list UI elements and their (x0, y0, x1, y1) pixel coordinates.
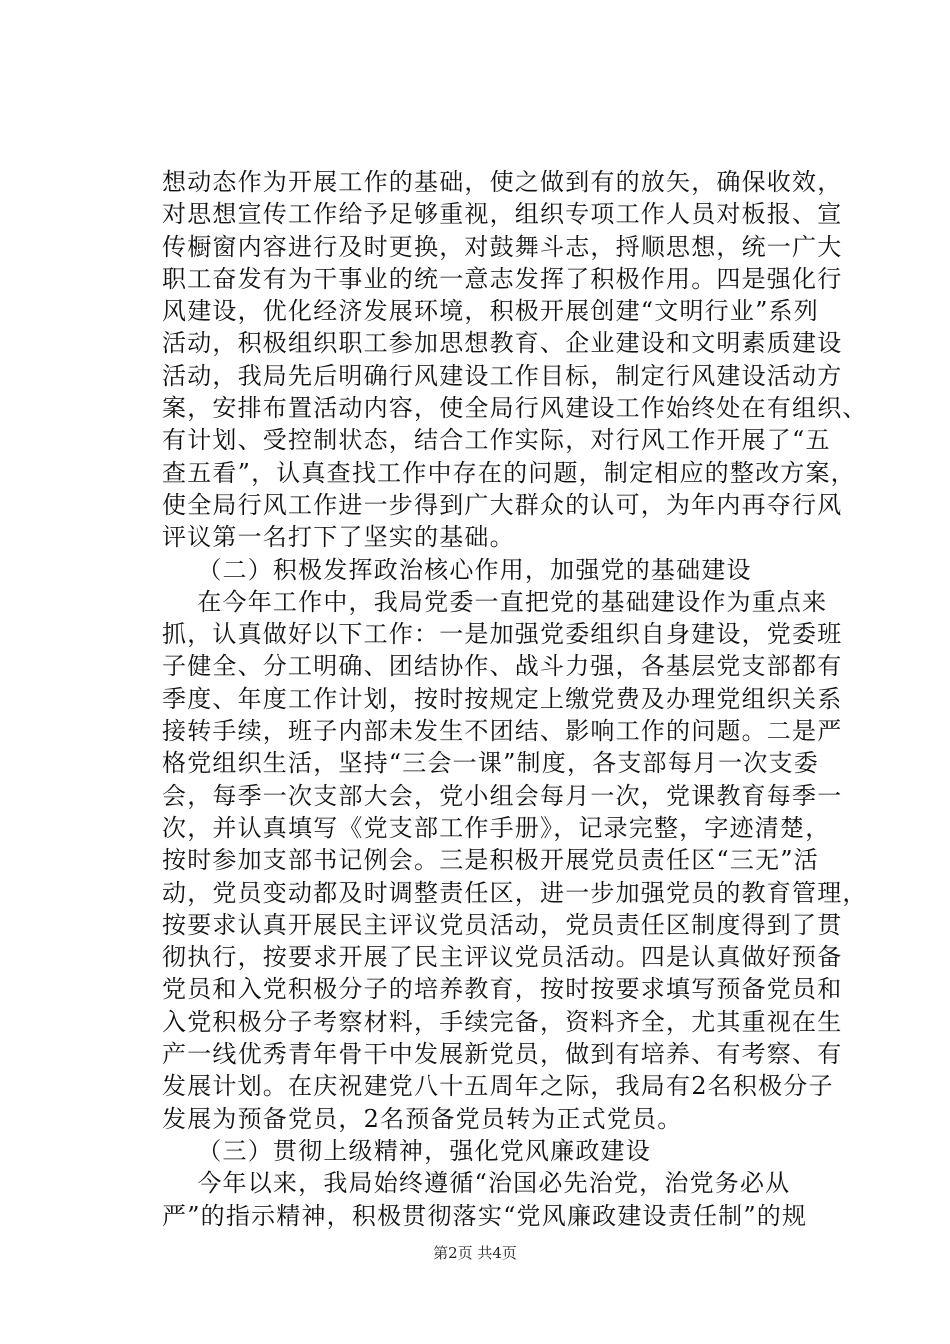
text-line: 发展为预备党员，2名预备党员转为正式党员。 (162, 1104, 683, 1133)
text-line: 职工奋发有为干事业的统一意志发挥了积极作用。四是强化行 (162, 264, 843, 293)
text-line: 对思想宣传工作给予足够重视，组织专项工作人员对板报、宣 (162, 200, 843, 229)
text-line: 活动，积极组织职工参加思想教育、企业建设和文明素质建设 (162, 329, 843, 358)
text-line: 评议第一名打下了坚实的基础。 (162, 523, 515, 552)
text-line: 查五看”，认真查找工作中存在的问题，制定相应的整改方案， (162, 458, 856, 487)
text-line: 次，并认真填写《党支部工作手册》，记录完整，字迹清楚， (162, 813, 831, 842)
text-line: 彻执行，按要求开展了民主评议党员活动。四是认真做好预备 (162, 943, 843, 972)
text-line: 想动态作为开展工作的基础，使之做到有的放矢，确保收效， (162, 168, 843, 196)
text-line: 传橱窗内容进行及时更换，对鼓舞斗志，捋顺思想，统一广大 (162, 232, 843, 261)
text-line: 使全局行风工作进一步得到广大群众的认可，为年内再夺行风 (162, 490, 843, 519)
page-footer: 第2页 共4页 (433, 1244, 517, 1262)
text-line: 动，党员变动都及时调整责任区，进一步加强党员的教育管理， (162, 878, 868, 907)
text-line: 严”的指示精神，积极贯彻落实“党风廉政建设责任制”的规 (162, 1201, 808, 1230)
text-line: 子健全、分工明确、团结协作、战斗力强，各基层党支部都有 (162, 652, 843, 681)
text-line: 发展计划。在庆祝建党八十五周年之际，我局有2名积极分子 (162, 1072, 834, 1101)
text-line: 入党积极分子考察材料，手续完备，资料齐全，尤其重视在生 (162, 1007, 843, 1036)
text-line: 风建设，优化经济发展环境，积极开展创建“文明行业”系列 (162, 297, 819, 326)
text-line: 活动，我局先后明确行风建设工作目标，制定行风建设活动方 (162, 361, 843, 390)
text-line: 案，安排布置活动内容，使全局行风建设工作始终处在有组织、 (162, 394, 868, 423)
body-text (162, 166, 868, 1232)
text-line: 按要求认真开展民主评议党员活动，党员责任区制度得到了贯 (162, 910, 843, 939)
text-line: 按时参加支部书记例会。三是积极开展党员责任区“三无”活 (162, 846, 819, 875)
text-line: 抓，认真做好以下工作：一是加强党委组织自身建设，党委班 (162, 620, 843, 649)
text-line: 有计划、受控制状态，结合工作实际，对行风工作开展了“五 (162, 426, 831, 455)
text-line: 产一线优秀青年骨干中发展新党员，做到有培养、有考察、有 (162, 1040, 843, 1069)
text-line: 今年以来，我局始终遵循“治国必先治党，治党务必从 (162, 1169, 791, 1198)
text-line: （三）贯彻上级精神，强化党风廉政建设 (162, 1136, 651, 1165)
text-line: 党员和入党积极分子的培养教育，按时按要求填写预备党员和 (162, 975, 843, 1004)
text-line: 格党组织生活，坚持“三会一课”制度，各支部每月一次支委 (162, 749, 819, 778)
text-line: 在今年工作中，我局党委一直把党的基础建设作为重点来 (162, 587, 828, 616)
text-line: 会，每季一次支部大会，党小组会每月一次，党课教育每季一 (162, 781, 843, 810)
text-line: （二）积极发挥政治核心作用，加强党的基础建设 (162, 555, 752, 584)
text-line: 季度、年度工作计划，按时按规定上缴党费及办理党组织关系 (162, 684, 843, 713)
text-line: 接转手续，班子内部未发生不团结、影响工作的问题。二是严 (162, 717, 843, 746)
